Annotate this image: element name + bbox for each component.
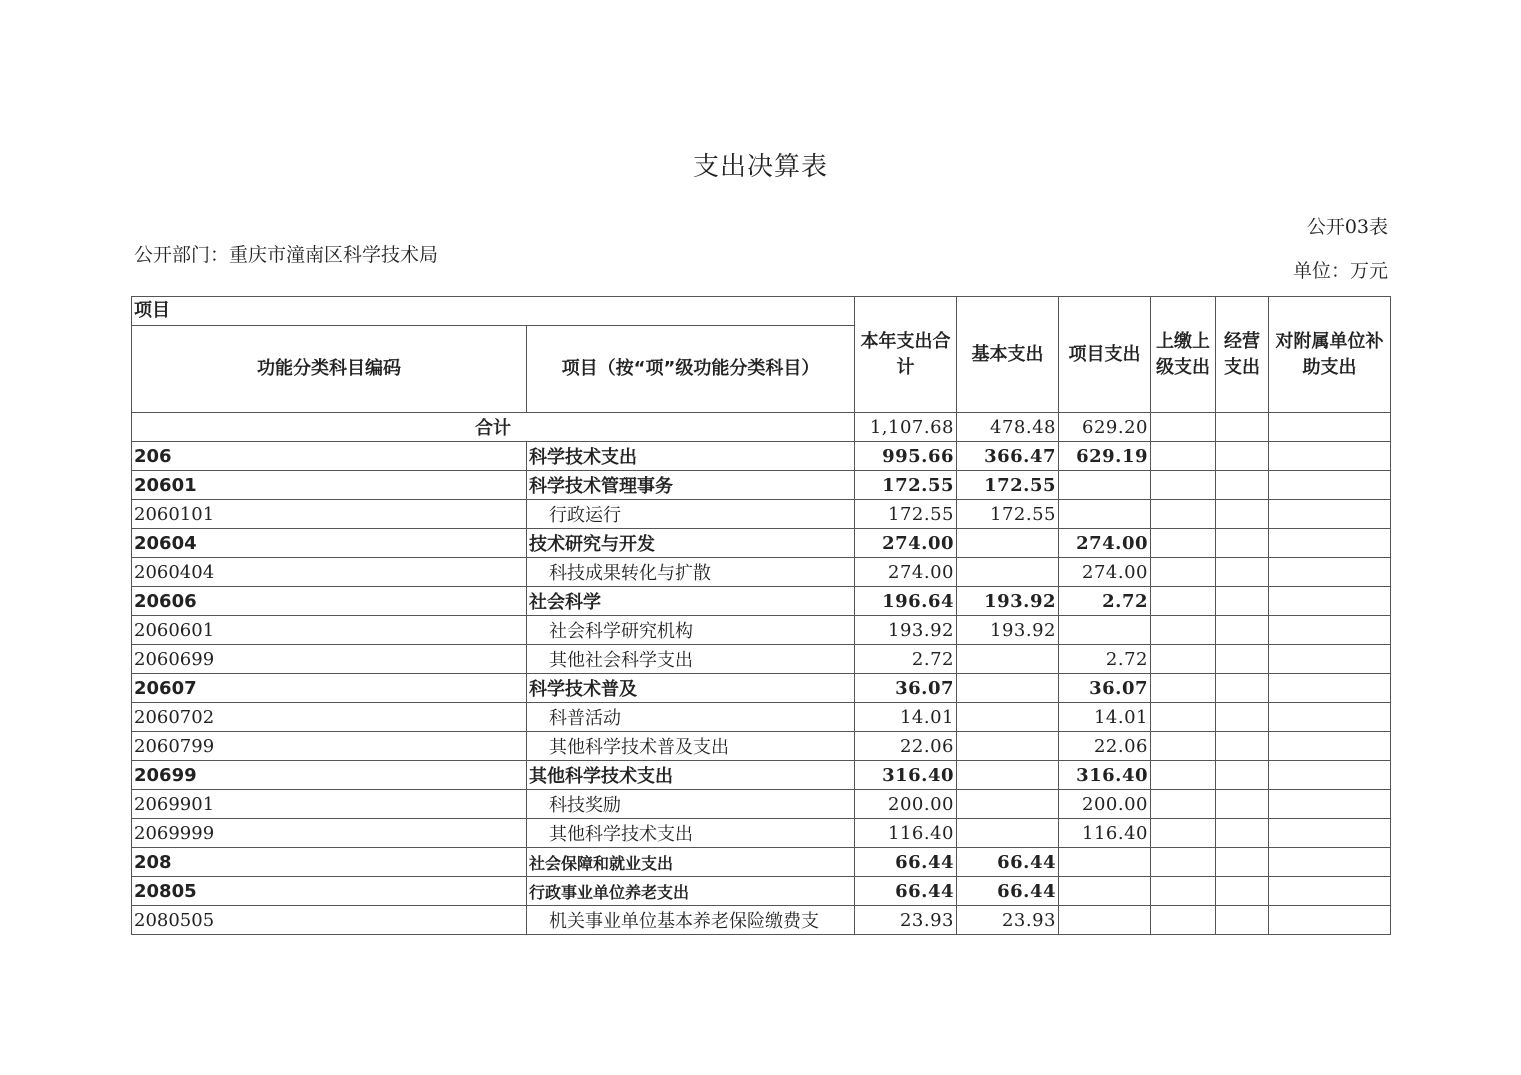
row-name: 社会保障和就业支出	[527, 848, 855, 877]
row-total: 200.00	[855, 790, 957, 819]
row-code: 2080505	[132, 906, 527, 935]
row-business	[1216, 529, 1269, 558]
row-name: 机关事业单位基本养老保险缴费支	[527, 906, 855, 935]
row-upper	[1151, 906, 1216, 935]
header-project: 项目	[132, 297, 855, 326]
row-total: 116.40	[855, 819, 957, 848]
row-basic	[957, 819, 1059, 848]
table-row	[132, 790, 1391, 819]
row-subsidy	[1269, 790, 1391, 819]
row-name: 技术研究与开发	[527, 529, 855, 558]
row-upper	[1151, 471, 1216, 500]
row-name: 社会科学研究机构	[527, 616, 855, 645]
row-subsidy	[1269, 500, 1391, 529]
table-row	[132, 587, 1391, 616]
row-project: 22.06	[1059, 732, 1151, 761]
row-total: 193.92	[855, 616, 957, 645]
total-project: 629.20	[1059, 413, 1151, 442]
row-basic: 66.44	[957, 848, 1059, 877]
row-subsidy	[1269, 877, 1391, 906]
row-basic	[957, 558, 1059, 587]
row-business	[1216, 906, 1269, 935]
row-total: 274.00	[855, 529, 957, 558]
total-subsidy	[1269, 413, 1391, 442]
row-subsidy	[1269, 616, 1391, 645]
row-basic	[957, 761, 1059, 790]
form-number: 公开03表	[1306, 216, 1388, 238]
row-upper	[1151, 732, 1216, 761]
row-basic: 366.47	[957, 442, 1059, 471]
header-total: 本年支出合计	[855, 297, 957, 413]
row-name: 科学技术管理事务	[527, 471, 855, 500]
row-business	[1216, 674, 1269, 703]
row-project: 200.00	[1059, 790, 1151, 819]
row-upper	[1151, 645, 1216, 674]
header-project-expenditure: 项目支出	[1059, 297, 1151, 413]
row-subsidy	[1269, 848, 1391, 877]
table-row	[132, 877, 1391, 906]
row-business	[1216, 703, 1269, 732]
row-basic	[957, 645, 1059, 674]
row-total: 196.64	[855, 587, 957, 616]
table-row	[132, 558, 1391, 587]
row-upper	[1151, 500, 1216, 529]
row-total: 66.44	[855, 877, 957, 906]
total-basic: 478.48	[957, 413, 1059, 442]
row-basic	[957, 674, 1059, 703]
total-business	[1216, 413, 1269, 442]
row-subsidy	[1269, 906, 1391, 935]
unit-label: 单位：万元	[1292, 260, 1388, 282]
row-upper	[1151, 616, 1216, 645]
row-name: 行政运行	[527, 500, 855, 529]
row-name: 其他科学技术支出	[527, 761, 855, 790]
row-business	[1216, 761, 1269, 790]
row-basic	[957, 732, 1059, 761]
row-upper	[1151, 761, 1216, 790]
row-code: 2069901	[132, 790, 527, 819]
row-upper	[1151, 790, 1216, 819]
row-project: 629.19	[1059, 442, 1151, 471]
row-total: 36.07	[855, 674, 957, 703]
row-code: 20604	[132, 529, 527, 558]
row-business	[1216, 877, 1269, 906]
row-code: 2060601	[132, 616, 527, 645]
total-upper	[1151, 413, 1216, 442]
row-upper	[1151, 587, 1216, 616]
row-basic	[957, 703, 1059, 732]
row-project: 2.72	[1059, 645, 1151, 674]
row-total: 172.55	[855, 500, 957, 529]
row-upper	[1151, 674, 1216, 703]
row-subsidy	[1269, 645, 1391, 674]
row-total: 995.66	[855, 442, 957, 471]
row-name: 科学技术普及	[527, 674, 855, 703]
row-subsidy	[1269, 819, 1391, 848]
row-total: 316.40	[855, 761, 957, 790]
row-project: 116.40	[1059, 819, 1151, 848]
row-upper	[1151, 877, 1216, 906]
table-row	[132, 848, 1391, 877]
row-project	[1059, 616, 1151, 645]
header-item: 项目（按“项”级功能分类科目）	[527, 326, 855, 413]
row-upper	[1151, 442, 1216, 471]
row-subsidy	[1269, 674, 1391, 703]
row-code: 2060799	[132, 732, 527, 761]
row-project	[1059, 877, 1151, 906]
row-total: 66.44	[855, 848, 957, 877]
row-business	[1216, 645, 1269, 674]
table-row	[132, 442, 1391, 471]
row-business	[1216, 471, 1269, 500]
row-business	[1216, 500, 1269, 529]
row-project: 274.00	[1059, 529, 1151, 558]
row-basic: 66.44	[957, 877, 1059, 906]
row-total: 23.93	[855, 906, 957, 935]
row-basic: 193.92	[957, 587, 1059, 616]
row-business	[1216, 442, 1269, 471]
row-code: 20601	[132, 471, 527, 500]
row-subsidy	[1269, 587, 1391, 616]
row-business	[1216, 819, 1269, 848]
row-business	[1216, 616, 1269, 645]
row-name: 科普活动	[527, 703, 855, 732]
row-upper	[1151, 703, 1216, 732]
department-label: 公开部门：重庆市潼南区科学技术局	[134, 244, 439, 266]
row-name: 科学技术支出	[527, 442, 855, 471]
row-code: 2060702	[132, 703, 527, 732]
row-subsidy	[1269, 529, 1391, 558]
page-title: 支出决算表	[692, 152, 828, 182]
row-code: 2060699	[132, 645, 527, 674]
total-amount: 1,107.68	[855, 413, 957, 442]
total-row	[132, 413, 1391, 442]
row-project: 316.40	[1059, 761, 1151, 790]
row-upper	[1151, 819, 1216, 848]
row-basic: 172.55	[957, 471, 1059, 500]
row-total: 22.06	[855, 732, 957, 761]
header-row-1	[132, 297, 1391, 326]
row-business	[1216, 587, 1269, 616]
row-name: 科技奖励	[527, 790, 855, 819]
row-code: 20606	[132, 587, 527, 616]
row-code: 20699	[132, 761, 527, 790]
row-subsidy	[1269, 558, 1391, 587]
row-subsidy	[1269, 732, 1391, 761]
row-business	[1216, 848, 1269, 877]
row-code: 2060101	[132, 500, 527, 529]
table-row	[132, 471, 1391, 500]
row-name: 科技成果转化与扩散	[527, 558, 855, 587]
table-row	[132, 906, 1391, 935]
row-code: 2069999	[132, 819, 527, 848]
row-name: 社会科学	[527, 587, 855, 616]
row-subsidy	[1269, 471, 1391, 500]
row-business	[1216, 732, 1269, 761]
header-code: 功能分类科目编码	[132, 326, 527, 413]
row-project: 36.07	[1059, 674, 1151, 703]
row-name: 其他社会科学支出	[527, 645, 855, 674]
table-row	[132, 732, 1391, 761]
row-business	[1216, 790, 1269, 819]
row-total: 274.00	[855, 558, 957, 587]
row-subsidy	[1269, 703, 1391, 732]
row-basic	[957, 790, 1059, 819]
row-basic	[957, 529, 1059, 558]
table-row	[132, 616, 1391, 645]
row-upper	[1151, 848, 1216, 877]
row-subsidy	[1269, 442, 1391, 471]
row-total: 172.55	[855, 471, 957, 500]
row-code: 208	[132, 848, 527, 877]
row-project: 14.01	[1059, 703, 1151, 732]
row-code: 20805	[132, 877, 527, 906]
row-subsidy	[1269, 761, 1391, 790]
row-name: 其他科学技术普及支出	[527, 732, 855, 761]
table-row	[132, 645, 1391, 674]
table-row	[132, 674, 1391, 703]
total-label: 合计	[132, 413, 855, 442]
row-basic: 172.55	[957, 500, 1059, 529]
row-code: 2060404	[132, 558, 527, 587]
row-total: 14.01	[855, 703, 957, 732]
row-name: 行政事业单位养老支出	[527, 877, 855, 906]
row-project	[1059, 500, 1151, 529]
header-basic: 基本支出	[957, 297, 1059, 413]
row-business	[1216, 558, 1269, 587]
row-name: 其他科学技术支出	[527, 819, 855, 848]
table-row	[132, 819, 1391, 848]
header-subsidy: 对附属单位补助支出	[1269, 297, 1391, 413]
table-row	[132, 703, 1391, 732]
row-project: 274.00	[1059, 558, 1151, 587]
table-row	[132, 500, 1391, 529]
row-total: 2.72	[855, 645, 957, 674]
row-code: 20607	[132, 674, 527, 703]
header-upper: 上缴上级支出	[1151, 297, 1216, 413]
row-basic: 193.92	[957, 616, 1059, 645]
row-project	[1059, 471, 1151, 500]
table-row	[132, 761, 1391, 790]
header-business: 经营支出	[1216, 297, 1269, 413]
row-project	[1059, 848, 1151, 877]
table-row	[132, 529, 1391, 558]
row-basic: 23.93	[957, 906, 1059, 935]
row-upper	[1151, 529, 1216, 558]
row-project	[1059, 906, 1151, 935]
row-project: 2.72	[1059, 587, 1151, 616]
expenditure-table	[131, 296, 1391, 935]
row-code: 206	[132, 442, 527, 471]
row-upper	[1151, 558, 1216, 587]
